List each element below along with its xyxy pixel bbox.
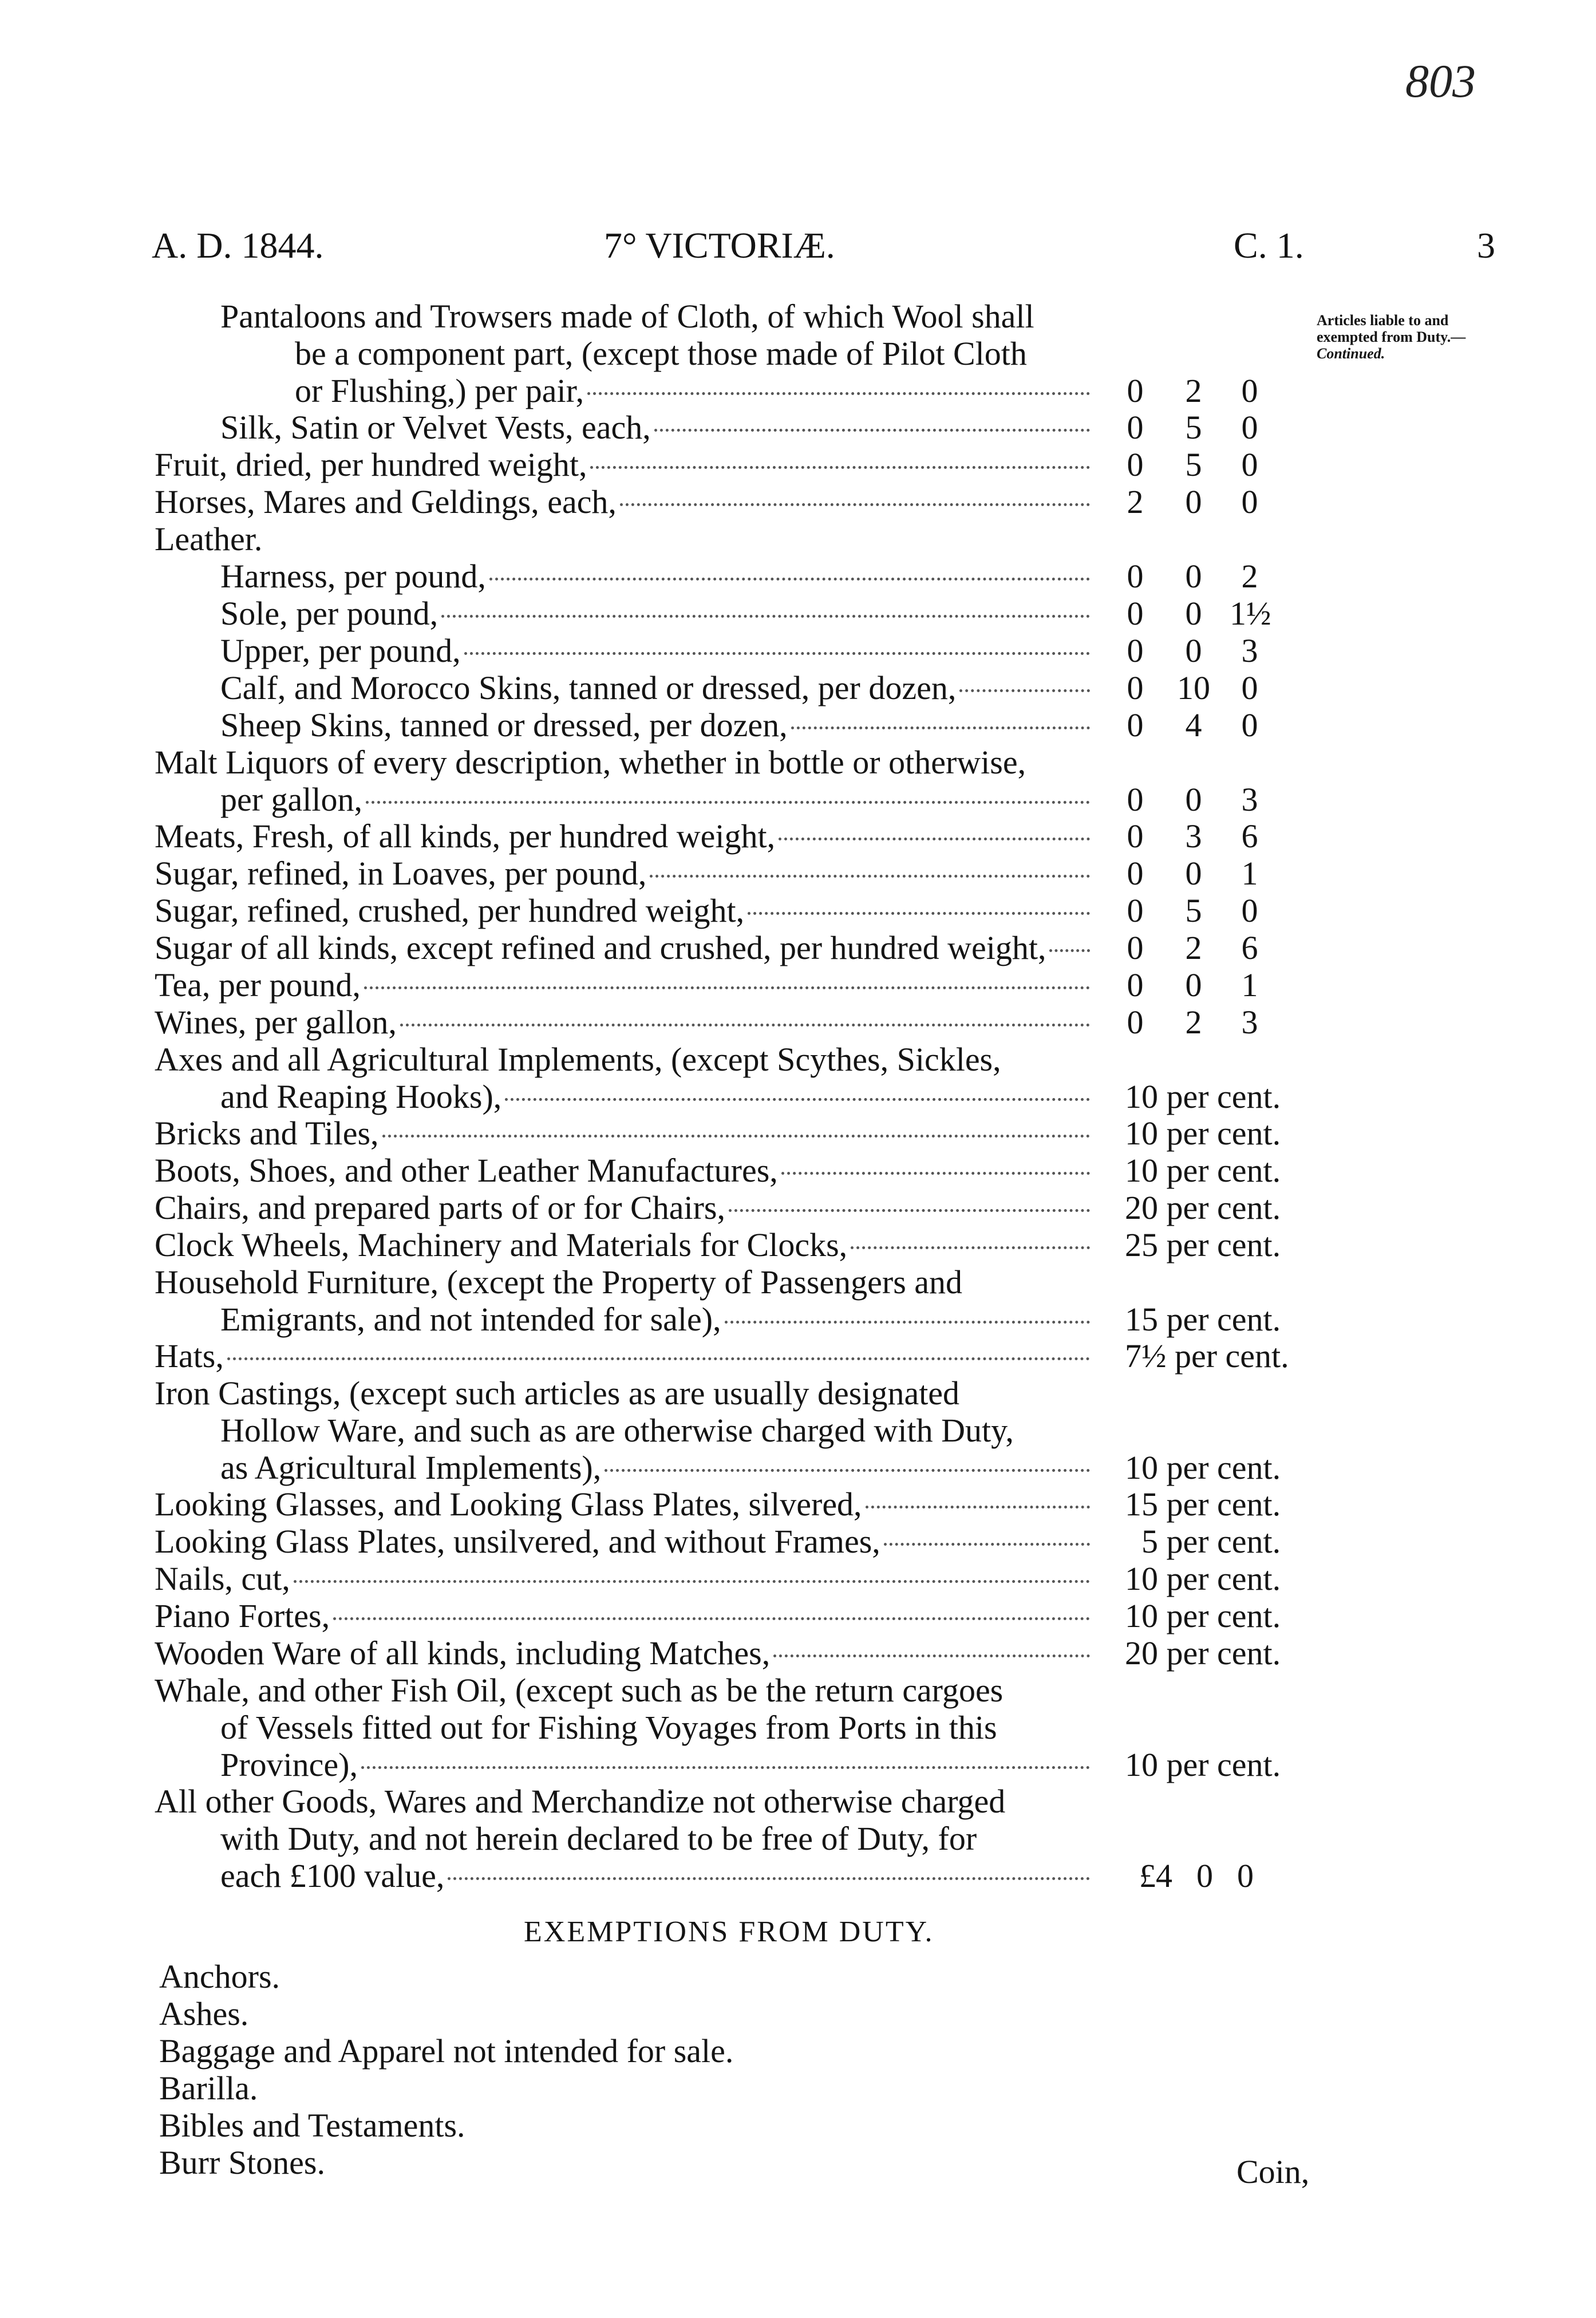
amount-pence: 3	[1241, 1004, 1258, 1041]
duty-text-line: Sugar, refined, in Loaves, per pound,	[155, 855, 647, 892]
duty-rate: 10 per cent.	[1125, 1078, 1281, 1115]
duty-text-line: Hollow Ware, and such as are otherwise charged with Duty,	[220, 1412, 1014, 1449]
amount-pence: 6	[1241, 929, 1258, 966]
duty-entry	[155, 1375, 1093, 1486]
dot-leader	[382, 1135, 1090, 1138]
duty-text-line: Pantaloons and Trowsers made of Cloth, of which Wool shall	[220, 298, 1034, 335]
duty-text-line: Meats, Fresh, of all kinds, per hundred weight,	[155, 818, 776, 855]
page-number: 3	[1477, 225, 1495, 266]
amount-shillings: 3	[1185, 818, 1202, 855]
amount-shillings: 0	[1185, 781, 1202, 818]
duty-rate: 10 per cent.	[1125, 1449, 1281, 1486]
dot-leader	[866, 1506, 1090, 1509]
amount-shillings: 4	[1185, 706, 1202, 744]
catchword: Coin,	[1236, 2153, 1310, 2190]
amount-pounds: 0	[1127, 706, 1144, 744]
amount-shillings: 5	[1185, 892, 1202, 929]
amount-pounds: 0	[1127, 372, 1144, 409]
duty-text-line: Looking Glass Plates, unsilvered, and without Frames,	[155, 1523, 880, 1560]
duty-text-line: or Flushing,) per pair,	[295, 372, 584, 409]
amount-shillings: 0	[1185, 966, 1202, 1004]
exemption-item: Baggage and Apparel not intended for sale.	[159, 2032, 734, 2070]
dot-leader	[748, 912, 1090, 915]
running-header-title: 7° VICTORIÆ.	[604, 225, 835, 266]
exemption-item: Anchors.	[159, 1958, 281, 1995]
dot-leader	[729, 1209, 1090, 1212]
duty-entry	[155, 409, 1093, 446]
dot-leader	[884, 1543, 1090, 1546]
duty-text-line: and Reaping Hooks),	[220, 1078, 502, 1115]
amount-pence: 2	[1241, 558, 1258, 595]
amount-part: £4	[1139, 1857, 1172, 1894]
duty-rate: 10 per cent.	[1125, 1152, 1281, 1189]
amount-shillings: 5	[1185, 409, 1202, 446]
amount-shillings: 2	[1185, 1004, 1202, 1041]
duty-text-line: Hats,	[155, 1337, 224, 1375]
duty-text-line: each £100 value,	[220, 1857, 445, 1894]
duty-text-line: Whale, and other Fish Oil, (except such as be the return cargoes	[155, 1672, 1004, 1709]
amount-pounds: 0	[1127, 1004, 1144, 1041]
amount-pence: 0	[1241, 409, 1258, 446]
duty-text-line: Chairs, and prepared parts of or for Chairs,	[155, 1189, 725, 1226]
amount-pounds: 0	[1127, 818, 1144, 855]
dot-leader	[779, 838, 1090, 840]
amount-shillings: 2	[1185, 372, 1202, 409]
margin-note	[1317, 312, 1506, 362]
duty-text-line: Clock Wheels, Machinery and Materials for Clocks,	[155, 1226, 848, 1263]
dot-leader	[590, 466, 1090, 469]
duty-text-line: Leather.	[155, 520, 263, 558]
amount-pounds: 0	[1127, 632, 1144, 669]
duty-entry	[155, 1634, 1093, 1672]
dot-leader	[605, 1469, 1090, 1472]
duty-text-line: Nails, cut,	[155, 1560, 290, 1597]
duty-text-line: Tea, per pound,	[155, 966, 361, 1004]
amount-shillings: 5	[1185, 446, 1202, 483]
duty-entry	[155, 744, 1093, 818]
duty-entry	[155, 483, 1093, 520]
exemption-item: Ashes.	[159, 1995, 249, 2032]
duty-text-line: Axes and all Agricultural Implements, (except Scythes, Sickles,	[155, 1041, 1001, 1078]
amount-pence: 0	[1241, 669, 1258, 706]
dot-leader	[1049, 949, 1090, 952]
margin-note-continued: Continued.	[1317, 345, 1385, 362]
exemption-item: Burr Stones.	[159, 2144, 325, 2181]
dot-leader	[959, 689, 1090, 692]
duty-rate: 20 per cent.	[1125, 1634, 1281, 1672]
duty-text-line: Wines, per gallon,	[155, 1004, 397, 1041]
amount-pence: 0	[1241, 892, 1258, 929]
duty-rate: 5 per cent.	[1141, 1523, 1281, 1560]
dot-leader	[294, 1580, 1090, 1583]
duty-entry	[155, 558, 1093, 595]
duty-text-line: Emigrants, and not intended for sale),	[220, 1301, 721, 1338]
duty-text-line: of Vessels fitted out for Fishing Voyages from Ports in this	[220, 1709, 997, 1746]
duty-entry	[155, 1337, 1093, 1375]
dot-leader	[773, 1654, 1090, 1657]
duty-rate: 10 per cent.	[1125, 1597, 1281, 1634]
dot-leader	[620, 503, 1090, 506]
duty-text-line: Piano Fortes,	[155, 1597, 330, 1634]
dot-leader	[333, 1617, 1090, 1620]
amount-pence: 3	[1241, 781, 1258, 818]
duty-text-line: Household Furniture, (except the Property of Passengers and	[155, 1263, 963, 1301]
amount-shillings: 0	[1185, 632, 1202, 669]
duty-text-line: be a component part, (except those made of Pilot Cloth	[295, 335, 1027, 372]
amount-pence: 0	[1241, 372, 1258, 409]
duty-text-line: Bricks and Tiles,	[155, 1115, 379, 1152]
amount-pounds: 0	[1127, 966, 1144, 1004]
amount-shillings: 10	[1177, 669, 1210, 706]
duty-rate: 10 per cent.	[1125, 1746, 1281, 1783]
duty-rate: 10 per cent.	[1125, 1560, 1281, 1597]
amount-pence: 1	[1241, 855, 1258, 892]
duty-entry	[155, 1115, 1093, 1152]
amount-pounds: 0	[1127, 595, 1144, 632]
amount-pounds: 0	[1127, 446, 1144, 483]
duty-rate: 10 per cent.	[1125, 1115, 1281, 1152]
dot-leader	[650, 875, 1090, 878]
dot-leader	[781, 1172, 1090, 1175]
amount-pounds: 0	[1127, 892, 1144, 929]
duty-entry	[155, 669, 1093, 706]
amount-shillings: 0	[1185, 855, 1202, 892]
duty-rate: 15 per cent.	[1125, 1301, 1281, 1338]
duty-entry	[155, 855, 1093, 892]
dot-leader	[400, 1024, 1090, 1026]
duty-text-line: per gallon,	[220, 781, 363, 818]
duty-text-line: Sugar, refined, crushed, per hundred weight,	[155, 892, 745, 929]
duty-value-amount	[1139, 1857, 1278, 1894]
dot-leader	[725, 1321, 1090, 1324]
dot-leader	[441, 615, 1090, 618]
duty-entry	[155, 1523, 1093, 1560]
duty-text-line: Sugar of all kinds, except refined and crushed, per hundred weight,	[155, 929, 1046, 966]
amount-pence: 1½	[1230, 595, 1271, 632]
duty-entry	[155, 1226, 1093, 1263]
duty-text-line: Sole, per pound,	[220, 595, 438, 632]
duty-entry	[155, 1004, 1093, 1041]
duty-text-line: Malt Liquors of every description, whether in bottle or otherwise,	[155, 744, 1026, 781]
dot-leader	[366, 801, 1090, 804]
duty-text-line: Upper, per pound,	[220, 632, 461, 669]
duty-entry	[155, 298, 1093, 409]
amount-shillings: 0	[1185, 558, 1202, 595]
running-header-chapter: C. 1.	[1234, 225, 1304, 266]
exemptions-heading: EXEMPTIONS FROM DUTY.	[524, 1916, 934, 1948]
duty-text-line: Silk, Satin or Velvet Vests, each,	[220, 409, 651, 446]
duty-text-line: Iron Castings, (except such articles as are usually designated	[155, 1375, 960, 1412]
amount-pounds: 2	[1127, 483, 1144, 520]
duty-rate: 15 per cent.	[1125, 1486, 1281, 1523]
dot-leader	[505, 1098, 1090, 1101]
duty-text-line: with Duty, and not herein declared to be free of Duty, for	[220, 1820, 977, 1857]
dot-leader	[587, 392, 1090, 395]
dot-leader	[464, 652, 1090, 655]
duty-rate: 20 per cent.	[1125, 1189, 1281, 1226]
exemption-item: Bibles and Testaments.	[159, 2107, 465, 2144]
amount-pounds: 0	[1127, 781, 1144, 818]
amount-pounds: 0	[1127, 409, 1144, 446]
duty-text-line: Calf, and Morocco Skins, tanned or dressed, per dozen,	[220, 669, 957, 706]
amount-part: 0	[1237, 1857, 1254, 1894]
duty-entry	[155, 446, 1093, 483]
duty-entry	[155, 1783, 1093, 1894]
dot-leader	[851, 1246, 1090, 1249]
duty-text-line: All other Goods, Wares and Merchandize not otherwise charged	[155, 1783, 1006, 1820]
exemption-item: Barilla.	[159, 2070, 258, 2107]
duty-entry	[155, 892, 1093, 929]
dot-leader	[361, 1766, 1090, 1769]
duty-entry	[155, 1486, 1093, 1523]
amount-pounds: 0	[1127, 929, 1144, 966]
dot-leader	[489, 578, 1090, 581]
amount-pounds: 0	[1127, 669, 1144, 706]
duty-entry	[155, 1560, 1093, 1597]
dot-leader	[227, 1357, 1090, 1360]
duty-text-line: Province),	[220, 1746, 358, 1783]
duty-text-line: Harness, per pound,	[220, 558, 486, 595]
duty-text-line: Looking Glasses, and Looking Glass Plates, silvered,	[155, 1486, 862, 1523]
duty-entry	[155, 595, 1093, 632]
duty-entry	[155, 632, 1093, 669]
duty-entry	[155, 1189, 1093, 1226]
dot-leader	[364, 986, 1090, 989]
amount-pence: 0	[1241, 483, 1258, 520]
duty-entry	[155, 929, 1093, 966]
running-header-year: A. D. 1844.	[152, 225, 324, 266]
amount-shillings: 0	[1185, 595, 1202, 632]
amount-pence: 6	[1241, 818, 1258, 855]
amount-pence: 3	[1241, 632, 1258, 669]
amount-pounds: 0	[1127, 855, 1144, 892]
duty-rate: 25 per cent.	[1125, 1226, 1281, 1263]
duty-entry	[155, 520, 1093, 558]
margin-note-text: Articles liable to and exempted from Duty.—	[1317, 312, 1466, 345]
amount-pounds: 0	[1127, 558, 1144, 595]
handwritten-folio-number: 803	[1405, 55, 1476, 107]
duty-text-line: Sheep Skins, tanned or dressed, per dozen,	[220, 706, 788, 744]
amount-pence: 0	[1241, 446, 1258, 483]
amount-pence: 1	[1241, 966, 1258, 1004]
duty-entry	[155, 1041, 1093, 1115]
amount-pence: 0	[1241, 706, 1258, 744]
duty-entry	[155, 818, 1093, 855]
amount-part: 0	[1196, 1857, 1213, 1894]
amount-shillings: 0	[1185, 483, 1202, 520]
amount-shillings: 2	[1185, 929, 1202, 966]
duty-entry	[155, 1597, 1093, 1634]
dot-leader	[791, 726, 1090, 729]
duty-text-line: Boots, Shoes, and other Leather Manufactures,	[155, 1152, 778, 1189]
dot-leader	[654, 429, 1090, 432]
duty-entry	[155, 706, 1093, 744]
duty-rate: 7½ per cent.	[1125, 1337, 1289, 1375]
dot-leader	[448, 1877, 1090, 1880]
duty-text-line: Fruit, dried, per hundred weight,	[155, 446, 587, 483]
duty-entry	[155, 966, 1093, 1004]
duty-entry	[155, 1263, 1093, 1338]
duty-entry	[155, 1672, 1093, 1783]
duty-entry	[155, 1152, 1093, 1189]
duty-text-line: as Agricultural Implements),	[220, 1449, 602, 1486]
duty-text-line: Horses, Mares and Geldings, each,	[155, 483, 617, 520]
duty-text-line: Wooden Ware of all kinds, including Matches,	[155, 1634, 771, 1672]
